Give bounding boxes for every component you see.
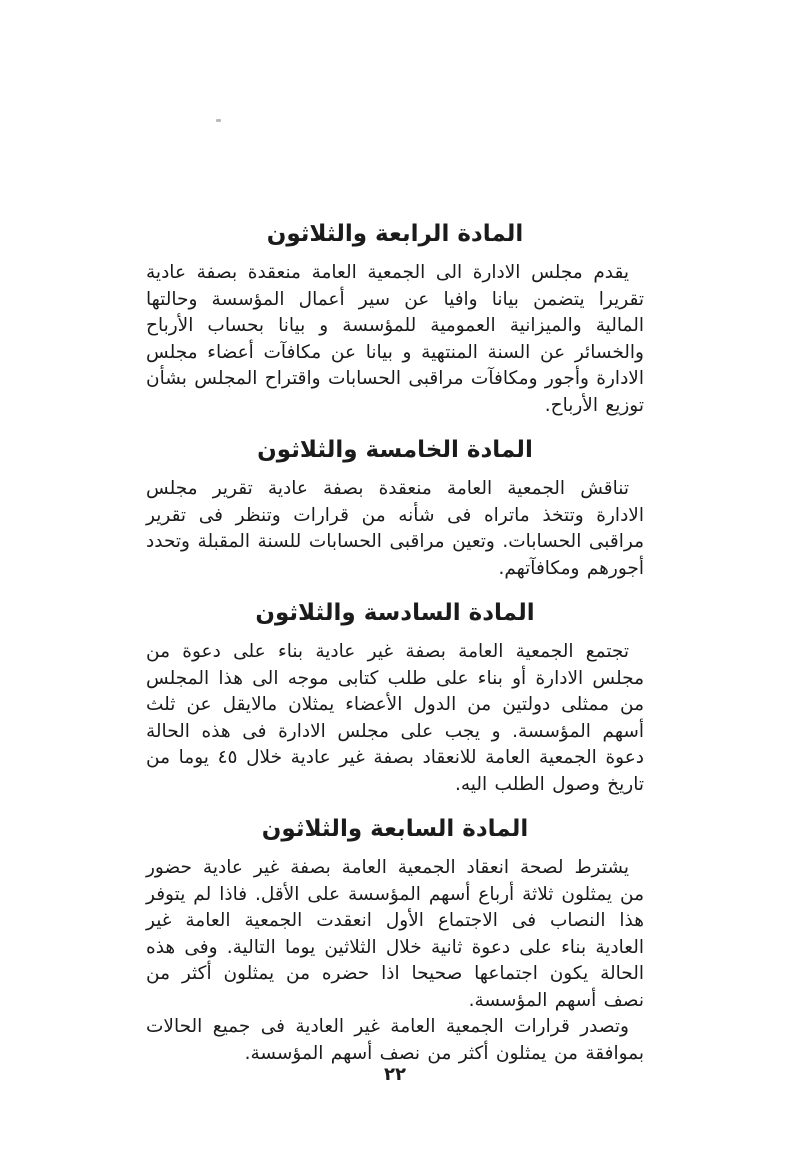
page-number: ٢٢ — [384, 1064, 406, 1085]
article-34-section — [146, 219, 644, 419]
document-body — [146, 219, 644, 1083]
article-36-section — [146, 598, 644, 798]
article-37-paragraph-1: يشترط لصحة انعقاد الجمعية العامة بصفة غير عادية حضور من يمثلون ثلاثة أرباع أسهم المؤسسة على الأقل. فاذا لم يتوفر هذا النصاب فى الاجتماع الأول انعقدت الجمعية العامة غير العادية بناء على دعوة ثانية خلال الثلاثين يوما التالية. وفى هذه الحالة يكون اجتماعها صحيحا اذا حضره من يمثلون أكثر من نصف أسهم المؤسسة. — [146, 857, 644, 1011]
article-36-heading: المادة السادسة والثلاثون — [255, 600, 535, 626]
article-37-heading: المادة السابعة والثلاثون — [261, 816, 529, 842]
article-34-paragraph: يقدم مجلس الادارة الى الجمعية العامة منعقدة بصفة عادية تقريرا يتضمن بيانا وافيا عن سير أعمال المؤسسة وحالتها المالية والميزانية العمومية للمؤسسة و بيانا بحساب الأرباح والخسائر عن السنة المنتهية و بيانا عن مكافآت أعضاء مجلس الادارة وأجور ومكافآت مراقبى الحسابات واقتراح المجلس بشأن توزيع الأرباح. — [146, 262, 644, 416]
article-37-paragraph-2: وتصدر قرارات الجمعية العامة غير العادية فى جميع الحالات بموافقة من يمثلون أكثر من نصف أسهم المؤسسة. — [146, 1016, 644, 1064]
article-35-section — [146, 435, 644, 582]
article-35-heading: المادة الخامسة والثلاثون — [257, 437, 533, 463]
article-34-heading: المادة الرابعة والثلاثون — [266, 221, 524, 247]
article-35-paragraph: تناقش الجمعية العامة منعقدة بصفة عادية تقرير مجلس الادارة وتتخذ ماتراه فى شأنه من قرارات وتنظر فى تقرير مراقبى الحسابات. وتعين مراقبى الحسابات للسنة المقبلة وتحدد أجورهم ومكافآتهم. — [146, 478, 644, 579]
article-37-section — [146, 814, 644, 1067]
scan-speck-artifact — [216, 119, 221, 122]
article-36-paragraph: تجتمع الجمعية العامة بصفة غير عادية بناء على دعوة من مجلس الادارة أو بناء على طلب كتابى موجه الى هذا المجلس من ممثلى دولتين من الدول الأعضاء يمثلان مالايقل عن ثلث أسهم المؤسسة. و يجب على مجلس الادارة فى هذه الحالة دعوة الجمعية العامة للانعقاد بصفة غير عادية خلال ٤٥ يوما من تاريخ وصول الطلب اليه. — [146, 641, 645, 795]
